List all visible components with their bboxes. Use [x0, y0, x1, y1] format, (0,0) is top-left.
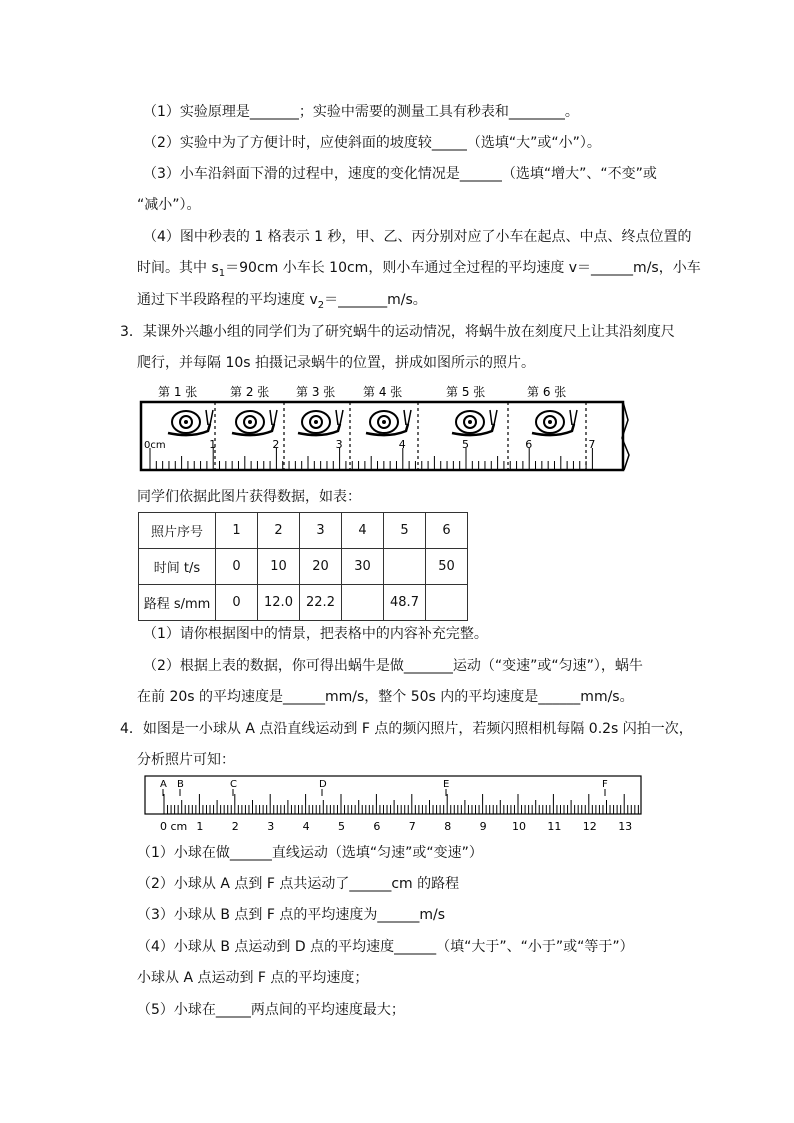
table-cell: 0: [216, 549, 258, 585]
ball-ruler-figure: [140, 772, 645, 834]
q4-sub-4-line-2: 小球从 A 点运动到 F 点的平均速度；: [137, 970, 369, 986]
q3-sub-2-line-2: 在前 20s 的平均速度是______mm/s，整个 50s 内的平均速度是______mm/s。: [137, 689, 634, 705]
table-cell: 30: [342, 549, 384, 585]
ruler-number: 12: [582, 820, 597, 833]
ruler-number: 1: [209, 438, 217, 451]
table-header-cell: 照片序号: [139, 513, 216, 549]
q3-table-intro: 同学们依据此图片获得数据，如表：: [137, 489, 361, 505]
q3-stem-line-2: 爬行，并每隔 10s 拍摄记录蜗牛的位置，拼成如图所示的照片。: [137, 355, 536, 371]
table-header-cell: 路程 s/mm: [139, 585, 216, 621]
q2-item-4-line-2-pre: 时间。其中 s: [137, 260, 219, 276]
ruler-number: 10: [512, 820, 526, 833]
table-cell: [426, 585, 468, 621]
ruler-body: [145, 776, 641, 814]
table-cell: [342, 585, 384, 621]
ruler-number: 5: [338, 820, 345, 833]
table-cell: [384, 549, 426, 585]
ruler-number: 5: [462, 438, 469, 451]
q4-sub-5: （5）小球在_____两点间的平均速度最大；: [137, 1002, 405, 1018]
ruler-number: 4: [302, 820, 310, 833]
q4-sub-4-line-1: （4）小球从 B 点运动到 D 点的平均速度______（填“大于”、“小于”或“等于”）: [137, 939, 634, 955]
table-cell: 0: [216, 585, 258, 621]
table-cell: 50: [426, 549, 468, 585]
table-cell: 1: [216, 513, 258, 549]
photo-label-5: 第 5 张: [446, 385, 486, 399]
q4-sub-3: （3）小球从 B 点到 F 点的平均速度为______m/s: [137, 907, 446, 923]
q3-sub-1: （1）请你根据图中的情景，把表格中的内容补充完整。: [143, 626, 488, 642]
ruler-number: 11: [547, 820, 562, 833]
point-label-c: C: [230, 779, 237, 790]
photo-label-1: 第 1 张: [158, 385, 198, 399]
table-cell: 2: [258, 513, 300, 549]
photo-label-3: 第 3 张: [296, 385, 336, 399]
table-cell: 48.7: [384, 585, 426, 621]
q2-item-4-line-3-post: ＝_______m/s。: [324, 292, 427, 308]
q4-sub-2: （2）小球从 A 点到 F 点共运动了______cm 的路程: [137, 876, 460, 892]
table-cell: 6: [426, 513, 468, 549]
q2-item-2: （2）实验中为了方便计时，应使斜面的坡度较_____（选填“大”或“小”）。: [143, 135, 601, 151]
table-cell: 4: [342, 513, 384, 549]
photo-label-6: 第 6 张: [527, 385, 567, 399]
table-row: [139, 585, 468, 621]
ruler-number: 2: [272, 438, 280, 451]
q2-item-4-line-1: （4）图中秒表的 1 格表示 1 秒，甲、乙、丙分别对应了小车在起点、中点、终点位置的: [143, 229, 692, 245]
table-row: [139, 549, 468, 585]
subscript-2: 2: [317, 299, 325, 311]
point-label-f: F: [602, 779, 608, 790]
table-header-cell: 时间 t/s: [139, 549, 216, 585]
ruler-number: 3: [267, 820, 275, 833]
ruler-number: 7: [408, 820, 416, 833]
ruler-number: 7: [588, 438, 596, 451]
point-label-b: B: [177, 779, 184, 790]
snail-data-table: [138, 512, 468, 621]
ruler-number: 2: [231, 820, 239, 833]
subscript-1: 1: [218, 267, 226, 279]
table-cell: 12.0: [258, 585, 300, 621]
photo-label-4: 第 4 张: [363, 385, 403, 399]
ruler-number: 4: [398, 438, 406, 451]
table-cell: 3: [300, 513, 342, 549]
table-row: [139, 513, 468, 549]
point-label-e: E: [443, 779, 450, 790]
ruler-number: 8: [444, 820, 452, 833]
table-cell: 22.2: [300, 585, 342, 621]
q2-item-4-line-3-pre: 通过下半段路程的平均速度 v: [137, 292, 318, 308]
ruler-zero-label: 0cm: [144, 440, 166, 451]
q2-item-1: （1）实验原理是_______；实验中需要的测量工具有秒表和________。: [143, 104, 579, 120]
q4-stem-line-1: 4．如图是一小球从 A 点沿直线运动到 F 点的频闪照片，若频闪照相机每隔 0.2s 闪拍一次，: [120, 721, 693, 737]
ruler-number: 13: [618, 820, 633, 833]
table-cell: 5: [384, 513, 426, 549]
q3-sub-2-line-1: （2）根据上表的数据，你可得出蜗牛是做_______运动（“变速”或“匀速”），蜗牛: [143, 658, 643, 674]
ruler-number: 3: [335, 438, 343, 451]
snail-ruler-figure: [138, 380, 633, 475]
point-label-a: A: [160, 779, 167, 790]
ruler-number: 1: [196, 820, 204, 833]
q4-sub-1: （1）小球在做______直线运动（选填“匀速”或“变速”）: [137, 845, 483, 861]
photo-label-2: 第 2 张: [230, 385, 270, 399]
point-label-d: D: [319, 779, 327, 790]
ruler-number: 6: [373, 820, 381, 833]
q2-item-4-line-2-post: ＝90cm 小车长 10cm，则小车通过全过程的平均速度 v＝______m/s，小车: [225, 260, 701, 276]
q2-item-4-line-3: [137, 290, 427, 316]
q2-item-3-line-1: （3）小车沿斜面下滑的过程中，速度的变化情况是______（选填“增大”、“不变”或: [143, 166, 657, 182]
ruler-number: 6: [525, 438, 533, 451]
ruler-number: 9: [479, 820, 487, 833]
q3-stem-line-1: 3．某课外兴趣小组的同学们为了研究蜗牛的运动情况，将蜗牛放在刻度尺上让其沿刻度尺: [120, 324, 675, 340]
table-cell: 20: [300, 549, 342, 585]
table-cell: 10: [258, 549, 300, 585]
q2-item-3-line-2: “减小”）。: [137, 197, 201, 213]
ruler-zero-label: 0 cm: [160, 820, 188, 833]
q2-item-4-line-2: [137, 258, 701, 284]
q4-stem-line-2: 分析照片可知：: [137, 752, 235, 768]
